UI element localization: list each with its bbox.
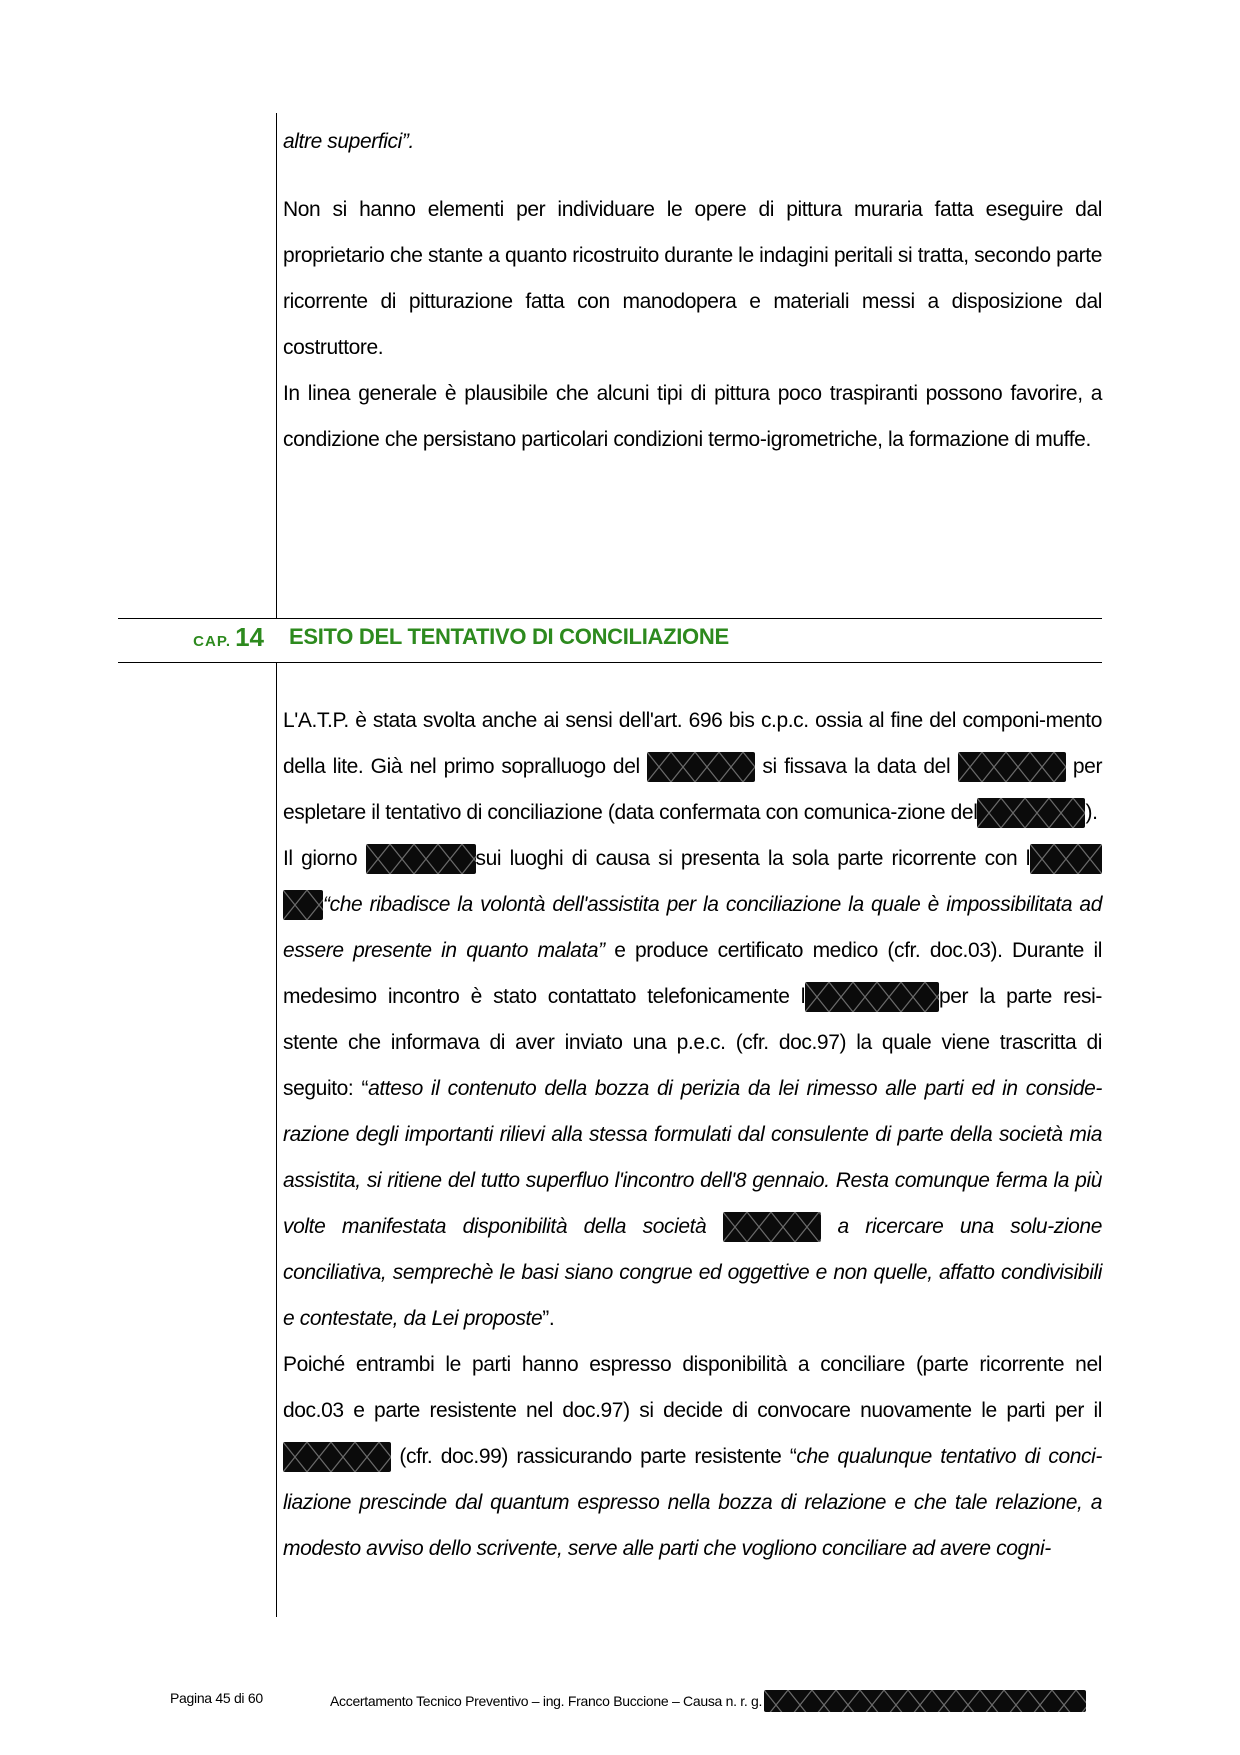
text-segment: (cfr. doc.99) rassicurando parte resistente “ [399, 1445, 797, 1468]
redaction-block [647, 752, 755, 782]
chapter-rule-bottom [118, 662, 1102, 663]
redaction-block [366, 844, 476, 874]
text-segment: ). [1085, 801, 1098, 824]
redaction-block [1030, 844, 1102, 874]
chapter-number: 14 [235, 622, 264, 652]
text-segment: ”. [542, 1307, 555, 1330]
text-segment: si fissava la data del [762, 755, 951, 778]
paragraph-closing-quote: altre superfici”. [283, 130, 414, 153]
redaction-block [977, 798, 1085, 828]
text-segment: e produce certificato medico (cfr. doc.03). Durante il medesimo incontro è stato contattato telefonicamente l [283, 939, 1102, 1008]
chapter-label [118, 622, 264, 653]
redaction-block [958, 752, 1066, 782]
footer-title-text: Accertamento Tecnico Preventivo – ing. Franco Buccione – Causa n. r. g. [330, 1693, 763, 1709]
paragraph-painting-works: Non si hanno elementi per individuare le opere di pittura muraria fatta eseguire dal proprietario che stante a quanto ricostruito durante le indagini peritali si tratta, secondo parte ricorrente di pitturazione fatta con manodopera e materiali messi a disposizione dal costruttore. [283, 198, 1102, 359]
quote-conciliation-will: “che ribadisce la volontà dell'assistita per la conciliazione la quale è impossibilitata ad essere presente in quanto malata” [283, 893, 1102, 962]
redaction-block [283, 890, 323, 920]
text-segment: L'A.T.P. è stata svolta anche ai sensi dell'art. 696 bis c.p.c. ossia al fine del componi-mento della lite. Già nel primo sopralluogo del [283, 709, 1102, 778]
paragraph-new-convocation [283, 1342, 1102, 1572]
chapter-cap-text: CAP. [193, 633, 232, 650]
margin-line-bottom [276, 662, 277, 1617]
text-segment: sui luoghi di causa si presenta la sola parte ricorrente con l [475, 847, 1030, 870]
paragraph-atp [283, 698, 1102, 836]
footer-page-number: Pagina 45 di 60 [170, 1690, 263, 1706]
redaction-block [805, 982, 939, 1012]
quote-reassurance: che qualunque tentativo di conci-liazione prescinde dal quantum espresso nella bozza di relazione e che tale relazione, a modesto avviso dello scrivente, serve alle parti che vogliono conciliare ad avere cogni- [283, 1445, 1102, 1560]
margin-line-top [276, 113, 277, 618]
chapter-body [283, 698, 1102, 1572]
chapter-rule-top [118, 618, 1102, 619]
text-segment: Poiché entrambi le parti hanno espresso disponibilità a conciliare (parte ricorrente nel doc.03 e parte resistente nel doc.97) si decide di convocare nuovamente le parti per il [283, 1353, 1102, 1422]
chapter-title: ESITO DEL TENTATIVO DI CONCILIAZIONE [289, 624, 729, 649]
text-segment: Il giorno [283, 847, 358, 870]
redaction-block [764, 1690, 1086, 1712]
paragraph-meeting [283, 836, 1102, 1342]
paragraph-mould: In linea generale è plausibile che alcuni tipi di pittura poco traspiranti possono favorire, a condizione che persistano particolari condizioni termo-igrometriche, la formazione di muffe. [283, 382, 1102, 451]
footer-document-title [330, 1690, 1086, 1712]
text-segment: per la parte resi-stente che informava di aver inviato una p.e.c. (cfr. doc.97) la quale viene trascritta di seguito: “ [283, 985, 1102, 1100]
top-text-block [283, 119, 1102, 463]
text-segment: per espletare il tentativo di conciliazione (data confermata con comunica-zione del [283, 755, 1103, 824]
redaction-block [283, 1442, 391, 1472]
quote-pec-end: a ricercare una solu-zione conciliativa, semprechè le basi siano congrue ed oggettive e non quelle, affatto condivisibili e contestate, da Lei proposte [283, 1215, 1102, 1330]
quote-pec: atteso il contenuto della bozza di perizia da lei rimesso alle parti ed in conside-razione degli importanti rilievi alla stessa formulati dal consulente di parte della società mia assistita, si ritiene del tutto superfluo l'incontro dell'8 gennaio. Resta comunque ferma la più volte manifestata disponibilità della società [283, 1077, 1102, 1238]
redaction-block [723, 1212, 821, 1242]
